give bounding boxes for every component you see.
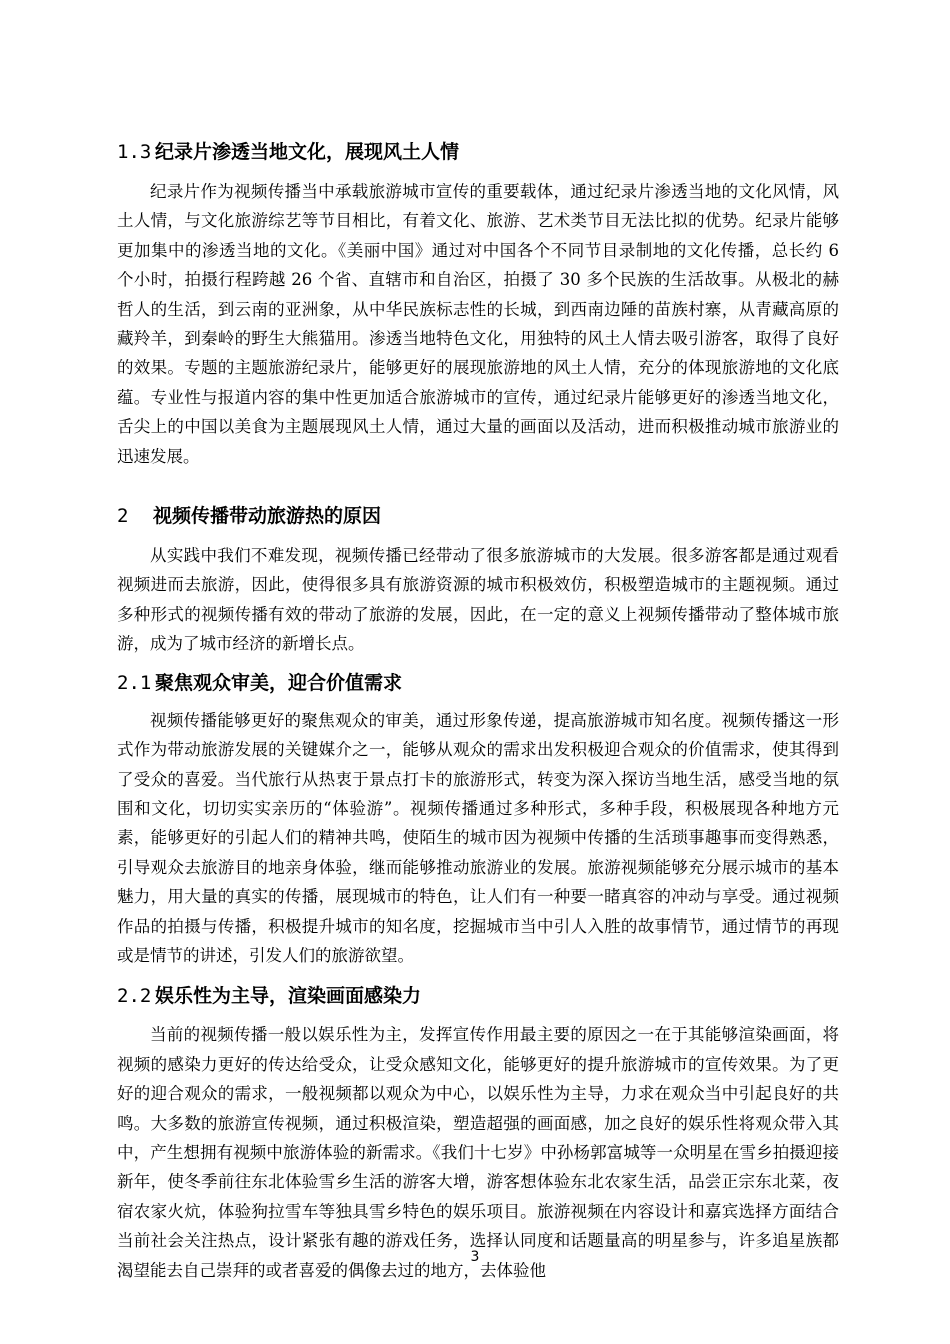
section-title: 纪录片渗透当地文化，展现风土人情 xyxy=(155,141,460,163)
section-number: 2 xyxy=(117,505,129,528)
page-number: 3 xyxy=(470,1249,480,1265)
section-paragraph: 视频传播能够更好的聚焦观众的审美，通过形象传递，提高旅游城市知名度。视频传播这一形式作为带动旅游发展的关键媒介之一，能够从观众的需求出发积极迎合观众的价值需求，使其得到了受众的喜爱。当代旅行从热衷于景点打卡的旅游形式，转变为深入探访当地生活，感受当地的氛围和文化，切切实实亲历的“体验游”。视频传播通过多种形式，多种手段，积极展现各种地方元素，能够更好的引起人们的精神共鸣，使陌生的城市因为视频中传播的生活琐事趣事而变得熟悉，引导观众去旅游目的地亲身体验，继而能够推动旅游业的发展。旅游视频能够充分展示城市的基本魅力，用大量的真实的传播，展现城市的特色，让人们有一种要一睹真容的冲动与享受。通过视频作品的拍摄与传播，积极提升城市的知名度，挖掘城市当中引人入胜的故事情节，通过情节的再现或是情节的讲述，引发人们的旅游欲望。 xyxy=(117,710,839,965)
section-number: 2.2 xyxy=(117,985,152,1008)
section-paragraph: 从实践中我们不难发现，视频传播已经带动了很多旅游城市的大发展。很多游客都是通过观看视频进而去旅游，因此，使得很多具有旅游资源的城市积极效仿，积极塑造城市的主题视频。通过多种形式的视频传播有效的带动了旅游的发展，因此，在一定的意义上视频传播带动了整体城市旅游，成为了城市经济的新增长点。 xyxy=(117,546,839,654)
section-number: 1.3 xyxy=(117,141,152,163)
section-heading-2-1 xyxy=(117,669,839,697)
section-paragraph: 纪录片作为视频传播当中承载旅游城市宣传的重要载体，通过纪录片渗透当地的文化风情，风土人情，与文化旅游综艺等节目相比，有着文化、旅游、艺术类节目无法比拟的优势。纪录片能够更加集中的渗透当地的文化。《美丽中国》通过对中国各个不同节目录制地的文化传播，总长约 6 个小时，拍摄行程跨越 26 个省、直辖市和自治区，拍摄了 30 多个民族的生活故事。从极北的赫哲人的生活，到云南的亚洲象，从中华民族标志性的长城，到西南边陲的苗族村寨，从青藏高原的藏羚羊，到秦岭的野生大熊猫用。渗透当地特色文化，用独特的风土人情去吸引游客，取得了良好的效果。专题的主题旅游纪录片，能够更好的展现旅游地的风土人情，充分的体现旅游地的文化底蕴。专业性与报道内容的集中性更加适合旅游城市的宣传，通过纪录片能够更好的渗透当地文化，舌尖上的中国以美食为主题展现风土人情，通过大量的画面以及活动，进而积极推动城市旅游业的迅速发展。 xyxy=(117,182,839,466)
section-title: 娱乐性为主导，渲染画面感染力 xyxy=(155,985,422,1008)
section-paragraph: 当前的视频传播一般以娱乐性为主，发挥宣传作用最主要的原因之一在于其能够渲染画面，将视频的感染力更好的传达给受众，让受众感知文化，能够更好的提升旅游城市的宣传效果。为了更好的迎合观众的需求，一般视频都以观众为中心，以娱乐性为主导，力求在观众当中引起良好的共鸣。大多数的旅游宣传视频，通过积极渲染，塑造超强的画面感，加之良好的娱乐性将观众带入其中，产生想拥有视频中旅游体验的新需求。《我们十七岁》中孙杨郭富城等一众明星在雪乡拍摄迎接新年，使冬季前往东北体验雪乡生活的游客大增，游客想体验东北农家生活，品尝正宗东北菜，夜宿农家火炕，体验狗拉雪车等独具雪乡特色的娱乐项目。旅游视频在内容设计和嘉宾选择方面结合当前社会关注热点，设计紧张有趣的游戏任务，选择认同度和话题量高的明星参与，许多追星族都渴望能去自己崇拜的或者喜爱的偶像去过的地方，去体验他 xyxy=(117,1025,839,1280)
section-heading-1-3 xyxy=(117,138,839,166)
section-number: 2.1 xyxy=(117,671,152,694)
section-title: 聚焦观众审美，迎合价值需求 xyxy=(155,671,403,694)
section-title: 视频传播带动旅游热的原因 xyxy=(153,505,382,528)
document-page xyxy=(117,138,839,1285)
section-heading-2 xyxy=(117,502,839,530)
section-heading-2-2 xyxy=(117,982,839,1010)
